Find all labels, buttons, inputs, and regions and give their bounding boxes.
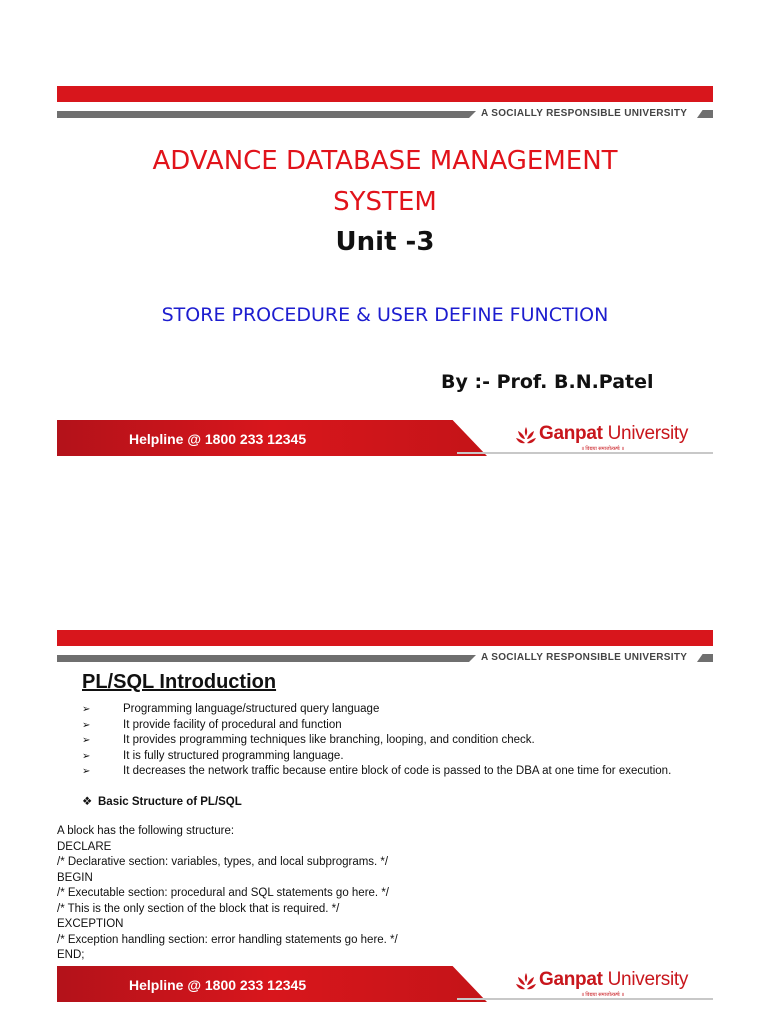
arrowhead-bullet-icon: ➢ (82, 766, 91, 777)
unit-label: Unit -3 (335, 227, 435, 257)
ganpat-flame-logo-icon (515, 426, 537, 446)
header-red-band (57, 86, 713, 102)
footer-rule (457, 998, 713, 1000)
title-slide (57, 86, 713, 458)
header-motto: A SOCIALLY RESPONSIBLE UNIVERSITY (481, 652, 688, 663)
university-logo (515, 422, 705, 452)
course-title-line1: ADVANCE DATABASE MANAGEMENT (152, 146, 618, 176)
plsql-intro-slide (57, 630, 713, 1004)
ganpat-flame-logo-icon (515, 972, 537, 992)
footer-band (57, 966, 713, 1002)
code-line: DECLARE (57, 840, 112, 853)
code-line: /* This is the only section of the block that is required. */ (57, 902, 340, 915)
arrowhead-bullet-icon: ➢ (82, 704, 91, 715)
helpline-text: Helpline @ 1800 233 12345 (129, 977, 307, 993)
list-item: ➢ It provides programming techniques like branching, looping, and condition check. (82, 733, 702, 749)
list-item: ➢ It provide facility of procedural and function (82, 718, 702, 734)
header-grey-band (57, 108, 713, 120)
bullet-list (82, 702, 702, 780)
code-line: /* Declarative section: variables, types, and local subprograms. */ (57, 856, 389, 868)
header-motto-tip (697, 654, 713, 662)
header-red-band (57, 630, 713, 646)
helpline-text: Helpline @ 1800 233 12345 (129, 431, 307, 447)
code-line: EXCEPTION (57, 918, 124, 930)
arrowhead-bullet-icon: ➢ (82, 719, 91, 731)
author-credit: By :- Prof. B.N.Patel (441, 371, 654, 393)
code-line: END; (57, 949, 85, 961)
university-name: Ganpat University (539, 423, 689, 444)
university-tagline: ॥ विद्यया समाजोत्कर्षः ॥ (581, 992, 625, 998)
slide-title: PL/SQL Introduction (82, 671, 277, 693)
list-item: ➢ It is fully structured programming language. (82, 749, 702, 765)
arrowhead-bullet-icon: ➢ (82, 750, 91, 762)
code-block (57, 824, 677, 964)
header-motto: A SOCIALLY RESPONSIBLE UNIVERSITY (481, 108, 688, 119)
footer-band (57, 420, 713, 456)
topic-subtitle: STORE PROCEDURE & USER DEFINE FUNCTION (161, 304, 609, 326)
basic-structure-heading: ❖ Basic Structure of PL/SQL (82, 796, 242, 808)
university-logo (515, 968, 705, 998)
code-line: A block has the following structure: (57, 825, 235, 837)
code-line: /* Exception handling section: error handling statements go here. */ (57, 933, 398, 946)
list-item: ➢ It decreases the network traffic because entire block of code is passed to the DBA at one time for execution. (82, 764, 702, 780)
four-diamond-bullet-icon: ❖ (82, 796, 93, 808)
university-name: Ganpat University (539, 969, 689, 990)
footer-rule (457, 452, 713, 454)
university-tagline: ॥ विद्यया समाजोत्कर्षः ॥ (581, 446, 625, 452)
list-item: ➢ Programming language/structured query language (82, 702, 702, 718)
header-motto-tip (697, 110, 713, 118)
course-title-line2: SYSTEM (333, 187, 437, 217)
code-line: BEGIN (57, 871, 93, 884)
arrowhead-bullet-icon: ➢ (82, 735, 91, 746)
code-line: /* Executable section: procedural and SQL statements go here. */ (57, 887, 389, 899)
header-grey-band (57, 652, 713, 664)
